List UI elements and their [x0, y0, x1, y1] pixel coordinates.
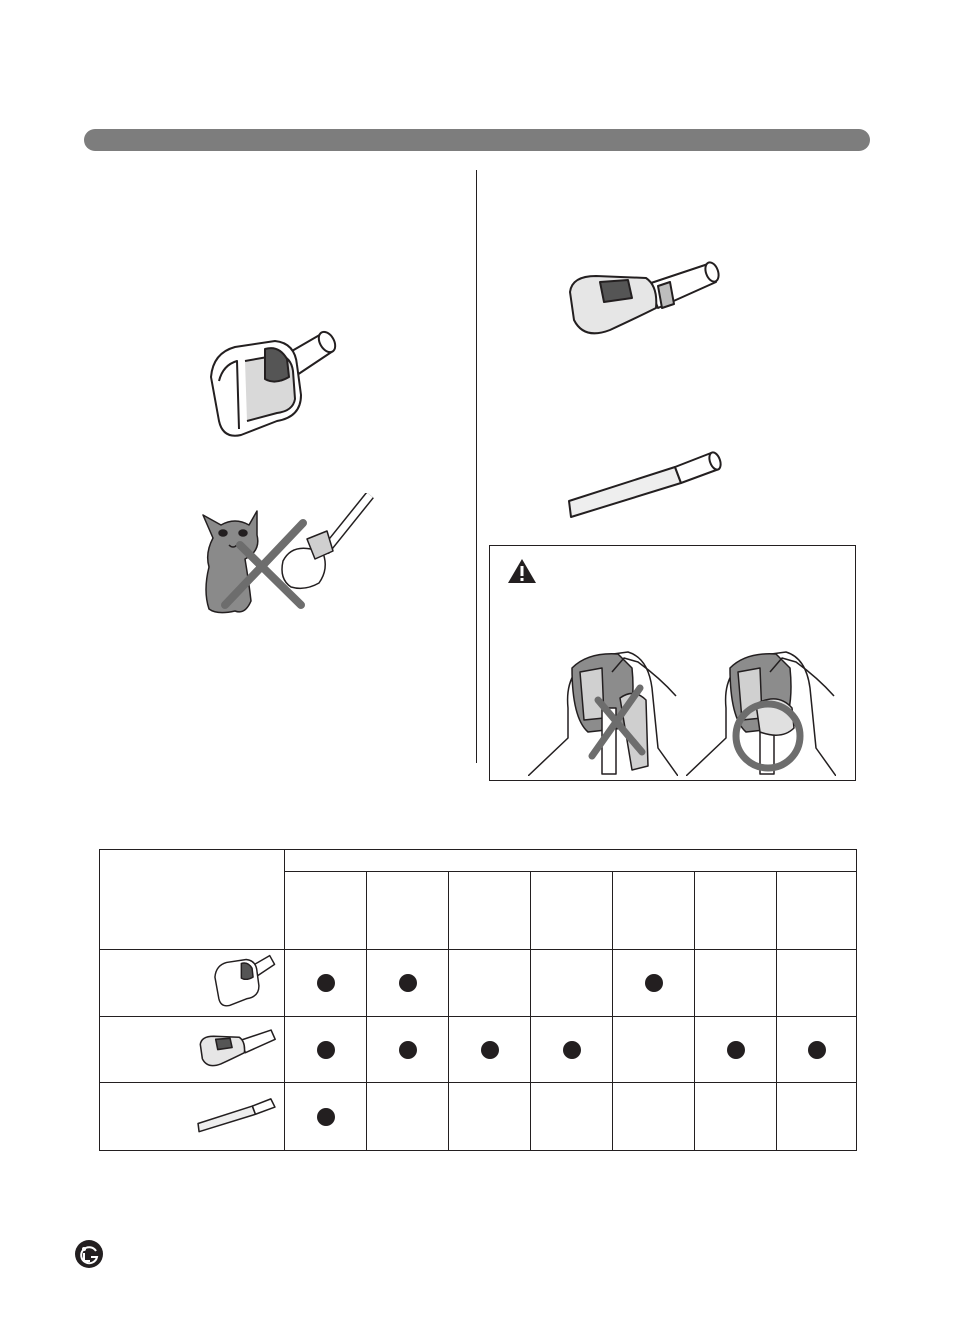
table-row: [100, 950, 857, 1017]
usage-cell: [777, 1083, 857, 1151]
usage-cell: [285, 1083, 367, 1151]
accessory-usage-table: [99, 849, 857, 1151]
usage-cell: [613, 950, 695, 1017]
column-divider: [476, 170, 477, 763]
incorrect-grip-icon: [528, 648, 678, 776]
usage-cell: [695, 950, 777, 1017]
usage-dot: [481, 1041, 499, 1059]
accessory-cell: [100, 950, 285, 1017]
usage-cell: [449, 1017, 531, 1083]
table-subheader-cell: [695, 872, 777, 950]
usage-cell: [777, 1017, 857, 1083]
usage-cell: [531, 1017, 613, 1083]
table-subheader-cell: [777, 872, 857, 950]
usage-cell: [449, 950, 531, 1017]
usage-dot: [399, 974, 417, 992]
cat-no-use-icon: [195, 493, 375, 618]
usage-cell: [695, 1017, 777, 1083]
usage-cell: [531, 950, 613, 1017]
turbo-nozzle-icon: [205, 325, 340, 445]
usage-cell: [531, 1083, 613, 1151]
usage-dot: [808, 1041, 826, 1059]
section-header-bar: [84, 129, 870, 151]
lg-logo-icon: [74, 1239, 104, 1269]
table-subheader-cell: [285, 872, 367, 950]
usage-dot: [563, 1041, 581, 1059]
usage-cell: [695, 1083, 777, 1151]
upholstery-nozzle-icon: [198, 1054, 278, 1071]
usage-cell: [613, 1017, 695, 1083]
table-subheader-cell: [367, 872, 449, 950]
table-subheader-cell: [613, 872, 695, 950]
table-row: [100, 1083, 857, 1151]
table-group-header-cell: [285, 850, 857, 872]
table-subheader-cell: [449, 872, 531, 950]
table-subheader-cell: [531, 872, 613, 950]
table-header-row: [100, 850, 857, 872]
usage-cell: [367, 1083, 449, 1151]
crevice-nozzle-icon: [565, 445, 725, 520]
warning-triangle-icon: [506, 557, 538, 585]
usage-dot: [727, 1041, 745, 1059]
usage-cell: [285, 950, 367, 1017]
usage-cell: [449, 1083, 531, 1151]
accessory-cell: [100, 1017, 285, 1083]
correct-grip-icon: [686, 648, 836, 776]
table-corner-cell: [100, 850, 285, 950]
turbo-nozzle-icon: [212, 998, 278, 1015]
usage-dot: [317, 1108, 335, 1126]
usage-cell: [367, 950, 449, 1017]
usage-dot: [317, 974, 335, 992]
usage-dot: [645, 974, 663, 992]
usage-dot: [399, 1041, 417, 1059]
upholstery-nozzle-icon: [566, 258, 721, 336]
usage-dot: [317, 1041, 335, 1059]
table-row: [100, 1017, 857, 1083]
usage-cell: [285, 1017, 367, 1083]
crevice-nozzle-icon: [196, 1121, 278, 1138]
accessory-cell: [100, 1083, 285, 1151]
usage-cell: [613, 1083, 695, 1151]
usage-cell: [367, 1017, 449, 1083]
usage-cell: [777, 950, 857, 1017]
